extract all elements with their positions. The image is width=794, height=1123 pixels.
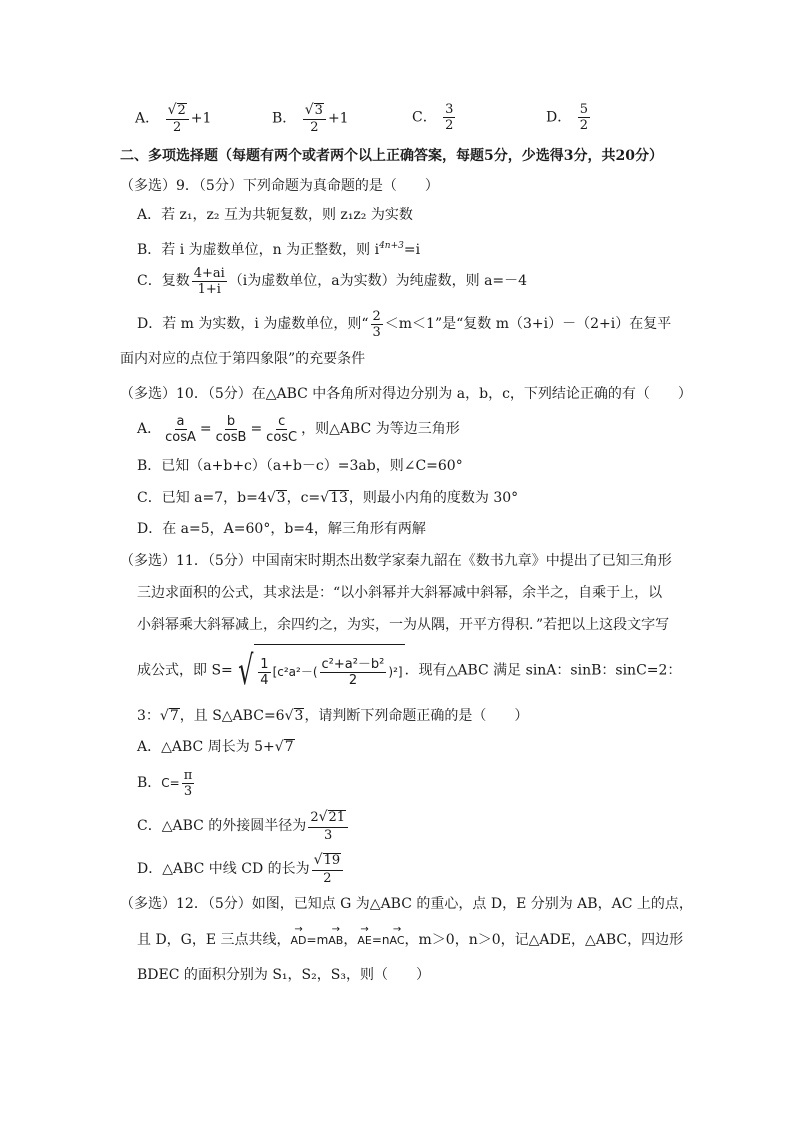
q9-d-num: 2 — [372, 308, 381, 324]
option-d-fraction — [578, 103, 590, 132]
q11-inner-frac — [320, 658, 387, 687]
q11-option-b — [137, 763, 694, 803]
q10-c-radicand2: 13 — [330, 490, 348, 506]
q11-c-coef: 2 — [310, 810, 319, 826]
q11-cont-post: ，请判断下列命题正确的是（ ） — [304, 708, 529, 724]
q9-c-den: 1+i — [197, 281, 221, 297]
q11-d-den: 2 — [323, 870, 332, 886]
q9-d-pre: D．若 m 为实数，i 为虚数单位，则“ — [137, 316, 369, 332]
q11-condition-line: 3：√7，且 S△ABC=6√3，请判断下列命题正确的是（ ） — [137, 708, 529, 724]
option-d — [546, 103, 592, 132]
q12-line2-post: ，m＞0，n＞0，记△ADE，△ABC，四边形 — [404, 932, 684, 948]
q11-c-radicand: 21 — [328, 810, 346, 826]
option-a-label: A． — [135, 110, 160, 127]
q11-inner-den: 2 — [348, 672, 358, 688]
q11-d-radicand: 19 — [323, 853, 341, 869]
q9-b-post: =i — [403, 242, 421, 258]
option-d-num: 5 — [579, 102, 588, 117]
q12-stem-line1: （多选）12．（5分）如图，已知点 G 为△ABC 的重心，点 D，E 分别为 AB，AC 上的点， — [120, 896, 693, 912]
q11-c-frac: $\frac{2√21}{3}$ — [308, 810, 348, 841]
option-b-radicand: 3 — [314, 103, 323, 118]
q12-vector-ac: → AC — [390, 927, 405, 955]
q10-c-post: ，则最小内角的度数为 30° — [348, 490, 519, 506]
q9-c-pre: C．复数 — [137, 273, 190, 289]
q9-option-c — [137, 264, 694, 298]
q12-vector-ae: → AE — [357, 927, 371, 955]
q11-formula-close: )²] — [388, 665, 403, 679]
q9-c-post: （i为虚数单位，a为实数）为纯虚数，则 a=－4 — [228, 273, 528, 289]
q10-a-d3: cosC — [266, 429, 298, 445]
q12-vector-ab: → AB — [328, 927, 343, 955]
q11-c-den: 3 — [324, 827, 333, 843]
q11-cont-mid: ，且 S△ABC=6 — [179, 708, 285, 724]
q11-quarter — [258, 658, 270, 687]
q12-stem-line2 — [137, 926, 694, 954]
q10-option-d: D．在 a=5，A=60°，b=4，解三角形有两解 — [137, 521, 426, 537]
option-b — [272, 103, 349, 134]
option-c-label: C． — [412, 109, 437, 126]
q11-inner-num: c²+a²－b² — [321, 656, 385, 672]
q11-formula-root: √ $\frac{1}{4}$ [c²a²－( $\frac{\text{c²+a²－b²}}{2}$ )²] — [233, 644, 405, 697]
q11-stem-line3: 小斜幂乘大斜幂减上，余四约之，为实，一为从隅，开平方得积．”若把以上这段文字写 — [137, 617, 670, 633]
q9-c-num: 4+ai — [193, 265, 225, 281]
q12-eq1: =m — [306, 933, 329, 947]
q11-quarter-den: 4 — [260, 672, 269, 688]
q11-formula-post: ．现有△ABC 满足 sinA：sinB：sinC=2： — [404, 662, 682, 679]
option-a-den: 2 — [173, 120, 182, 136]
option-b-tail: +1 — [327, 110, 349, 127]
q10-c-pre: C．已知 a=7，b=4 — [137, 490, 267, 506]
q9-option-d-continued: 面内对应的点位于第四象限”的充要条件 — [120, 351, 366, 367]
q10-a-d2: cosB — [215, 429, 247, 445]
q11-b-den: 3 — [183, 783, 193, 799]
q11-formula-body: [c²a²－( — [272, 665, 318, 679]
option-d-den: 2 — [579, 118, 588, 133]
q11-d-frac: $\frac{√19}{2}$ — [312, 853, 343, 884]
q11-option-c — [137, 806, 694, 846]
q12-comma: ， — [343, 932, 358, 948]
q9-d-mid: ＜m＜1”是“复数 m（3+i）－（2+i）在复平 — [384, 316, 672, 332]
q12-line2-pre: 且 D，G，E 三点共线， — [137, 932, 291, 948]
q10-option-b: B．已知（a+b+c）（a+b－c）=3ab，则∠C=60° — [137, 458, 463, 474]
q9-option-b — [137, 232, 694, 260]
q10-option-c: C．已知 a=7，b=4√3，c=√13，则最小内角的度数为 30° — [137, 490, 519, 506]
option-c — [412, 103, 457, 132]
q10-a-frac1 — [163, 415, 198, 444]
option-d-label: D． — [546, 109, 572, 126]
option-b-den: 2 — [310, 120, 319, 136]
q9-stem: （多选）9．（5分）下列命题为真命题的是（ ） — [120, 178, 439, 194]
q11-cont-radicand1: 7 — [169, 708, 179, 724]
q9-b-exponent: 4n+3 — [379, 241, 404, 251]
q9-d-den: 3 — [372, 324, 381, 340]
q10-a-n3: c — [278, 413, 286, 429]
q10-a-frac3 — [264, 415, 299, 444]
option-b-label: B． — [272, 110, 297, 127]
q10-c-mid: ，c= — [286, 490, 321, 506]
option-a-fraction: $\frac{√2}{2}$ — [166, 103, 189, 134]
q11-c-pre: C．△ABC 的外接圆半径为 — [137, 818, 307, 834]
q10-a-d1: cosA — [165, 429, 196, 445]
option-c-fraction — [443, 103, 455, 132]
q11-option-a: A．△ABC 周长为 5+√7 — [137, 739, 294, 755]
q10-a-n2: b — [226, 413, 236, 429]
q10-stem: （多选）10．（5分）在△ABC 中各角所对得边分别为 a，b，c，下列结论正确的有（ ） — [120, 386, 692, 402]
option-b-fraction: $\frac{√3}{2}$ — [303, 103, 326, 134]
q10-option-a: A． $\frac{a}{\cos A}$ = $\frac{b}{\cos B}$ = $\frac{c}{\cos C}$ ，则△ABC 为等边三角形 — [137, 413, 460, 445]
q11-a-radicand: 7 — [284, 739, 294, 755]
q12-vector-ad: → AD — [291, 927, 307, 955]
q9-d-fraction — [371, 310, 383, 339]
q11-formula-line — [137, 644, 694, 694]
q10-a-post: ，则△ABC 为等边三角形 — [301, 421, 460, 437]
q11-b-pre: B． — [137, 775, 162, 791]
q12-stem-line3: BDEC 的面积分别为 S₁，S₂，S₃，则（ ） — [137, 967, 430, 983]
q11-b-frac — [182, 769, 195, 798]
option-a-radicand: 2 — [177, 103, 186, 118]
q11-d-pre: D．△ABC 中线 CD 的长为 — [137, 861, 310, 877]
q11-b-num: π — [183, 767, 193, 783]
q10-a-pre: A． — [137, 421, 162, 437]
q11-cont-radicand2: 3 — [294, 708, 304, 724]
q10-a-frac2 — [214, 415, 249, 444]
option-c-num: 3 — [445, 102, 454, 117]
option-a — [135, 103, 211, 134]
q11-stem-line1: （多选）11．（5分）中国南宋时期杰出数学家秦九韶在《数书九章》中提出了已知三角形 — [120, 553, 672, 569]
option-a-tail: +1 — [190, 110, 212, 127]
q9-b-pre: B．若 i 为虚数单位，n 为正整数，则 i — [137, 242, 380, 258]
q11-option-d — [137, 849, 694, 889]
q11-a-pre: A．△ABC 周长为 5+ — [137, 739, 275, 755]
options-row — [135, 103, 694, 137]
q11-quarter-num: 1 — [260, 656, 269, 672]
q9-option-a: A．若 z₁，z₂ 互为共轭复数，则 z₁z₂ 为实数 — [137, 207, 413, 223]
q9-c-fraction — [192, 267, 227, 296]
q11-b-c: C= — [161, 776, 180, 790]
q12-eq2: =n — [371, 933, 390, 947]
q9-option-d — [137, 307, 694, 341]
q10-a-n1: a — [176, 413, 185, 429]
q11-cont-pre: 3： — [137, 708, 160, 724]
q11-formula-pre: 成公式，即 S= — [137, 662, 233, 679]
section-heading: 二、多项选择题（每题有两个或者两个以上正确答案，每题5分，少选得3分，共20分） — [120, 148, 663, 164]
option-c-den: 2 — [445, 118, 454, 133]
q11-stem-line2: 三边求面积的公式，其求法是：“以小斜幂并大斜幂减中斜幂，余半之，自乘于上，以 — [137, 585, 663, 601]
q10-c-radicand1: 3 — [276, 490, 286, 506]
